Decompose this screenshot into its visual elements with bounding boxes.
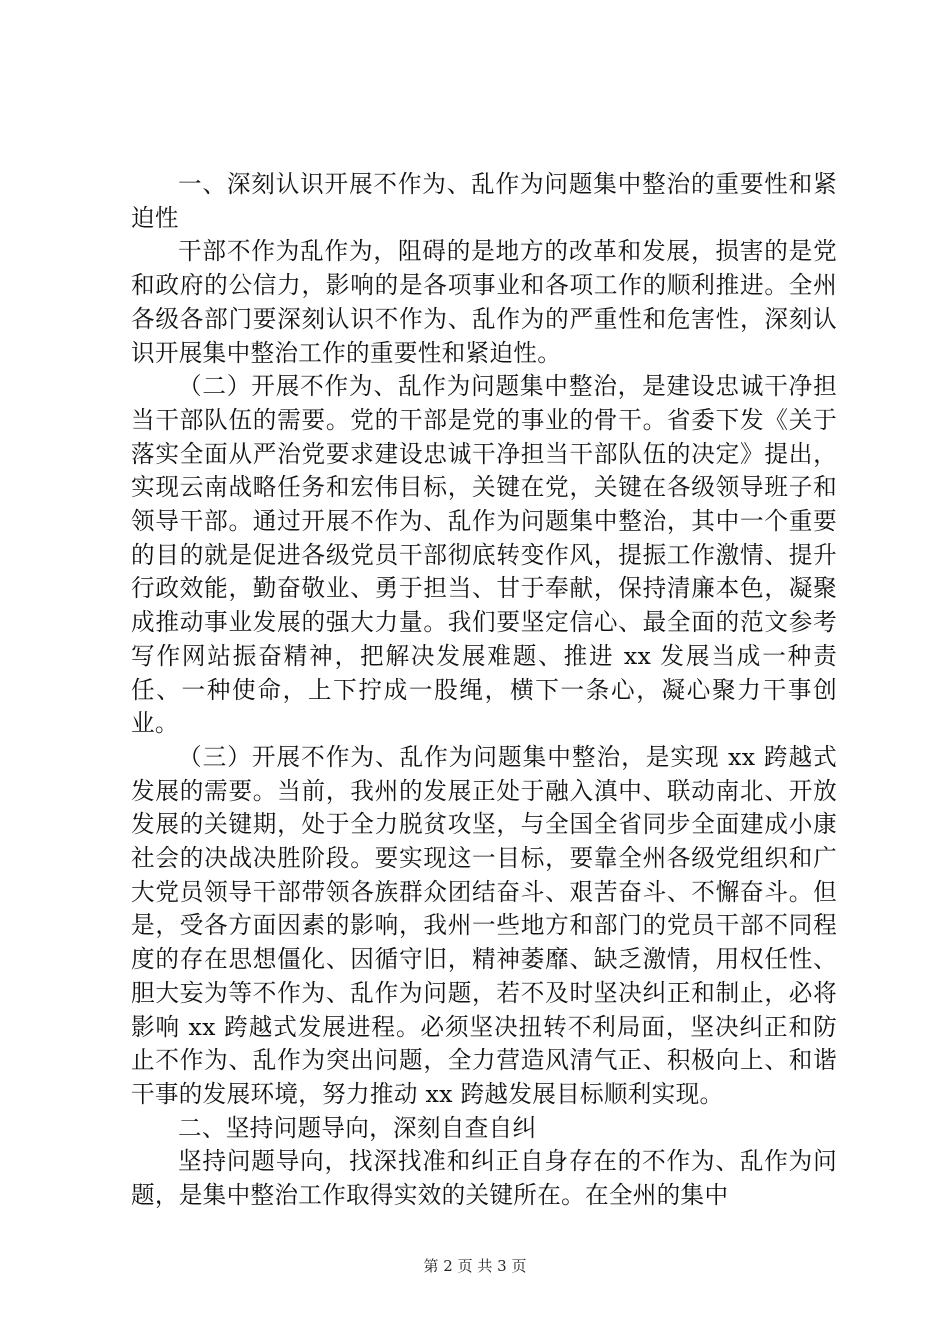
body-paragraph: （二）开展不作为、乱作为问题集中整治，是建设忠诚干净担当干部队伍的需要。党的干部是党的事业的骨干。省委下发《关于落实全面从严治党要求建设忠诚干净担当干部队伍的决定》提出，实现云南战略任务和宏伟目标，关键在党，关键在各级领导班子和领导干部。通过开展不作为、乱作为问题集中整治，其中一个重要的目的就是促进各级党员干部彻底转变作风，提振工作激情、提升行政效能，勤奋敬业、勇于担当、甘于奉献，保持清廉本色，凝聚成推动事业发展的强大力量。我们要坚定信心、最全面的范文参考写作网站振奋精神，把解决发展难题、推进 xx 发展当成一种责任、一种使命，上下拧成一股绳，横下一条心，凝心聚力干事创业。 <box>131 372 837 738</box>
body-paragraph: 坚持问题导向，找深找准和纠正自身存在的不作为、乱作为问题，是集中整治工作取得实效的关键所在。在全州的集中 <box>131 1147 837 1210</box>
document-body <box>131 168 837 1213</box>
body-paragraph: 干部不作为乱作为，阻碍的是地方的改革和发展，损害的是党和政府的公信力，影响的是各项事业和各项工作的顺利推进。全州各级各部门要深刻认识不作为、乱作为的严重性和危害性，深刻认识开展集中整治工作的重要性和紧迫性。 <box>131 237 837 367</box>
body-paragraph: （三）开展不作为、乱作为问题集中整治，是实现 xx 跨越式发展的需要。当前，我州的发展正处于融入滇中、联动南北、开放发展的关键期，处于全力脱贫攻坚，与全国全省同步全面建成小康社会的决战决胜阶段。要实现这一目标，要靠全州各级党组织和广大党员领导干部带领各族群众团结奋斗、艰苦奋斗、不懈奋斗。但是，受各方面因素的影响，我州一些地方和部门的党员干部不同程度的存在思想僵化、因循守旧，精神萎靡、缺乏激情，用权任性、胆大妄为等不作为、乱作为问题，若不及时坚决纠正和制止，必将影响 xx 跨越式发展进程。必须坚决扭转不利局面，坚决纠正和防止不作为、乱作为突出问题，全力营造风清气正、积极向上、和谐干事的发展环境，努力推动 xx 跨越发展目标顺利实现。 <box>131 742 837 1108</box>
page-footer: 第 2 页 共 3 页 <box>423 1257 527 1275</box>
section-heading-2: 二、坚持问题导向，深刻自查自纠 <box>178 1113 537 1142</box>
section-heading-1: 一、深刻认识开展不作为、乱作为问题集中整治的重要性和紧迫性 <box>131 170 837 232</box>
